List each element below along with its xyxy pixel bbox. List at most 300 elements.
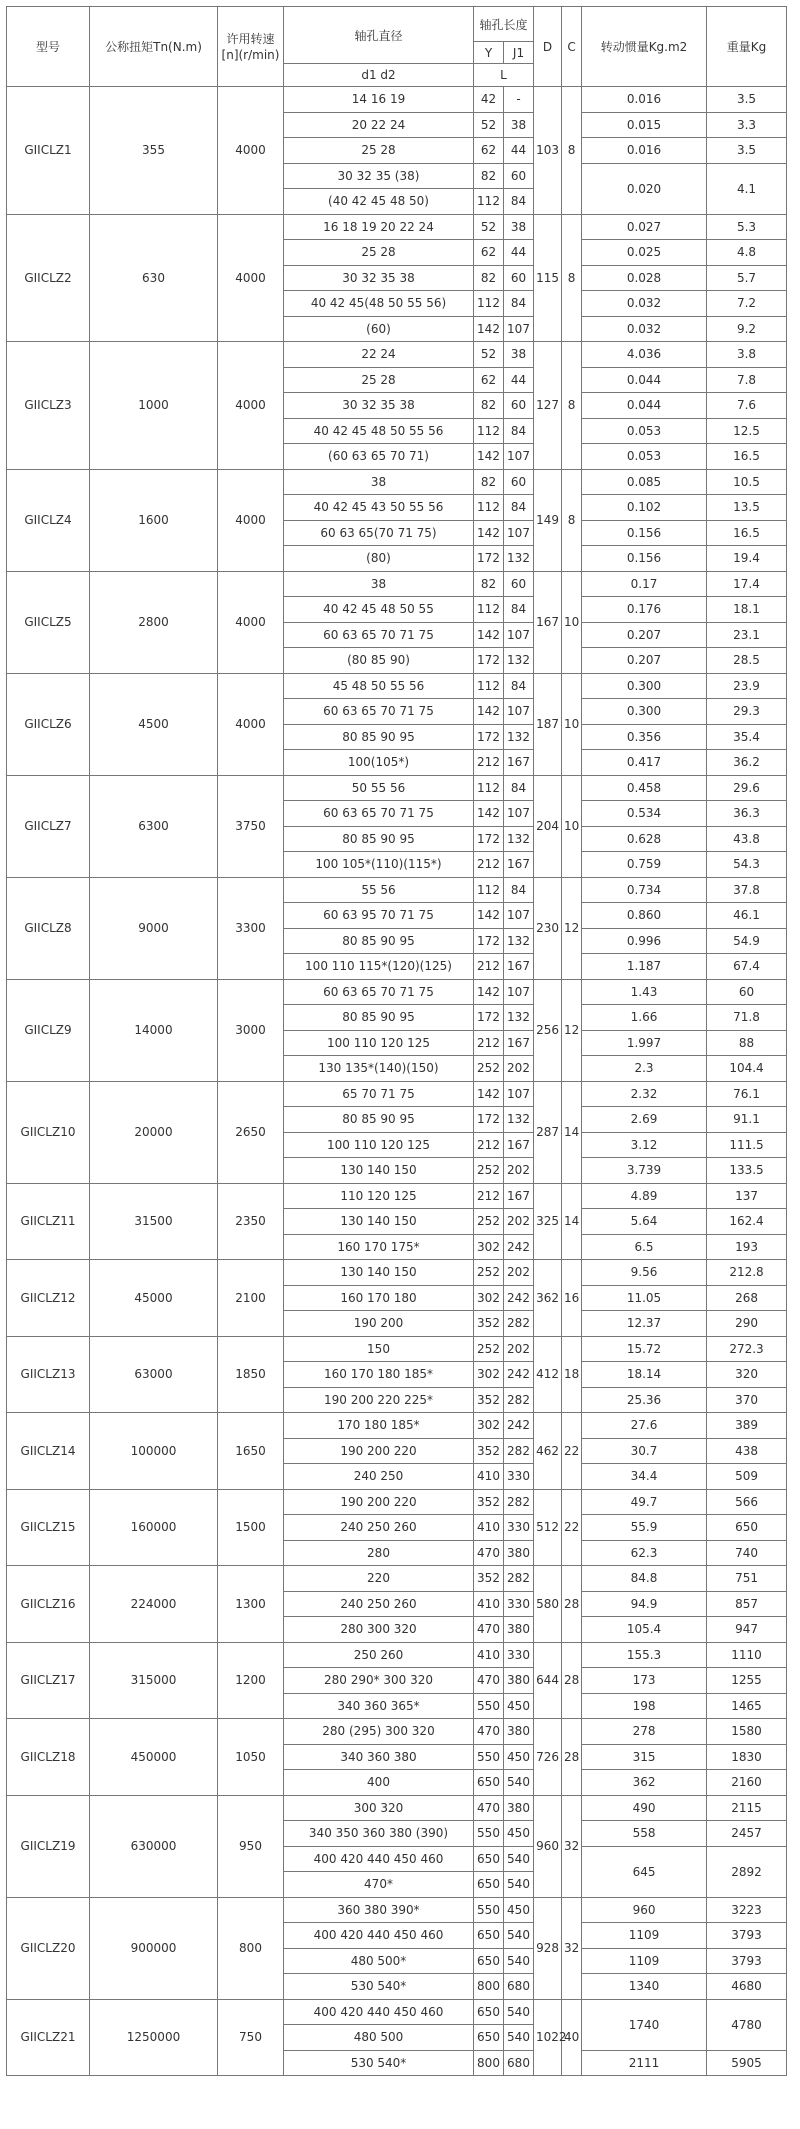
- weight-cell: 3.5: [707, 138, 787, 164]
- length-j1-cell: 202: [504, 1209, 534, 1235]
- inertia-cell: 5.64: [582, 1209, 707, 1235]
- length-j1-cell: 84: [504, 673, 534, 699]
- inertia-cell: 27.6: [582, 1413, 707, 1439]
- model-cell: GIICLZ13: [7, 1336, 90, 1413]
- weight-cell: 162.4: [707, 1209, 787, 1235]
- weight-cell: 35.4: [707, 724, 787, 750]
- length-j1-cell: 60: [504, 571, 534, 597]
- inertia-cell: 155.3: [582, 1642, 707, 1668]
- length-j1-cell: 330: [504, 1515, 534, 1541]
- torque-cell: 63000: [90, 1336, 218, 1413]
- length-j1-cell: 202: [504, 1158, 534, 1184]
- bore-cell: 80 85 90 95: [284, 826, 474, 852]
- length-y-cell: 470: [474, 1540, 504, 1566]
- length-j1-cell: 202: [504, 1056, 534, 1082]
- d-cell: 287: [534, 1081, 562, 1183]
- torque-cell: 1000: [90, 342, 218, 470]
- model-cell: GIICLZ12: [7, 1260, 90, 1337]
- length-j1-cell: 242: [504, 1234, 534, 1260]
- weight-cell: 88: [707, 1030, 787, 1056]
- speed-cell: 1200: [218, 1642, 284, 1719]
- inertia-cell: 0.207: [582, 622, 707, 648]
- bore-cell: 30 32 35 38: [284, 393, 474, 419]
- model-cell: GIICLZ15: [7, 1489, 90, 1566]
- length-j1-cell: 132: [504, 648, 534, 674]
- bore-cell: 280 (295) 300 320: [284, 1719, 474, 1745]
- weight-cell: 16.5: [707, 444, 787, 470]
- d-cell: 1022: [534, 1999, 562, 2076]
- table-row: [7, 1566, 787, 1592]
- torque-cell: 31500: [90, 1183, 218, 1260]
- bore-cell: 240 250 260: [284, 1591, 474, 1617]
- weight-cell: 54.9: [707, 928, 787, 954]
- header-model: 型号: [7, 7, 90, 87]
- weight-cell: 3793: [707, 1923, 787, 1949]
- weight-cell: 46.1: [707, 903, 787, 929]
- bore-cell: 400: [284, 1770, 474, 1796]
- c-cell: 22: [562, 1489, 582, 1566]
- bore-cell: 240 250: [284, 1464, 474, 1490]
- speed-cell: 3750: [218, 775, 284, 877]
- table-row: [7, 1336, 787, 1362]
- c-cell: 8: [562, 214, 582, 342]
- c-cell: 8: [562, 87, 582, 215]
- torque-cell: 100000: [90, 1413, 218, 1490]
- weight-cell: 29.6: [707, 775, 787, 801]
- weight-cell: 5905: [707, 2050, 787, 2076]
- inertia-cell: 4.89: [582, 1183, 707, 1209]
- weight-cell: 751: [707, 1566, 787, 1592]
- weight-cell: 320: [707, 1362, 787, 1388]
- length-y-cell: 302: [474, 1413, 504, 1439]
- length-y-cell: 650: [474, 1948, 504, 1974]
- weight-cell: 1580: [707, 1719, 787, 1745]
- length-y-cell: 112: [474, 189, 504, 215]
- length-j1-cell: 84: [504, 418, 534, 444]
- length-j1-cell: 540: [504, 1948, 534, 1974]
- header-speed: 许用转速 [n](r/min): [218, 7, 284, 87]
- c-cell: 32: [562, 1795, 582, 1897]
- bore-cell: 100 110 115*(120)(125): [284, 954, 474, 980]
- weight-cell: 389: [707, 1413, 787, 1439]
- length-y-cell: 172: [474, 648, 504, 674]
- weight-cell: 370: [707, 1387, 787, 1413]
- bore-cell: 100 110 120 125: [284, 1132, 474, 1158]
- table-row: [7, 1489, 787, 1515]
- weight-cell: 566: [707, 1489, 787, 1515]
- weight-cell: 5.7: [707, 265, 787, 291]
- length-y-cell: 410: [474, 1642, 504, 1668]
- table-row: [7, 1719, 787, 1745]
- d-cell: 167: [534, 571, 562, 673]
- d-cell: 187: [534, 673, 562, 775]
- length-j1-cell: 540: [504, 1923, 534, 1949]
- c-cell: 12: [562, 877, 582, 979]
- length-y-cell: 212: [474, 750, 504, 776]
- length-y-cell: 82: [474, 393, 504, 419]
- bore-cell: 340 360 380: [284, 1744, 474, 1770]
- torque-cell: 1600: [90, 469, 218, 571]
- length-j1-cell: 107: [504, 903, 534, 929]
- weight-cell: 5.3: [707, 214, 787, 240]
- length-j1-cell: 132: [504, 928, 534, 954]
- length-j1-cell: 380: [504, 1795, 534, 1821]
- speed-cell: 3300: [218, 877, 284, 979]
- d-cell: 204: [534, 775, 562, 877]
- length-y-cell: 352: [474, 1566, 504, 1592]
- weight-cell: 76.1: [707, 1081, 787, 1107]
- length-y-cell: 352: [474, 1311, 504, 1337]
- bore-cell: 60 63 65 70 71 75: [284, 801, 474, 827]
- length-j1-cell: 167: [504, 1030, 534, 1056]
- weight-cell: 3.3: [707, 112, 787, 138]
- torque-cell: 315000: [90, 1642, 218, 1719]
- speed-cell: 1300: [218, 1566, 284, 1643]
- length-y-cell: 142: [474, 979, 504, 1005]
- inertia-cell: 0.102: [582, 495, 707, 521]
- length-j1-cell: 132: [504, 1107, 534, 1133]
- bore-cell: 280 300 320: [284, 1617, 474, 1643]
- length-y-cell: 82: [474, 265, 504, 291]
- length-y-cell: 352: [474, 1489, 504, 1515]
- length-y-cell: 470: [474, 1719, 504, 1745]
- inertia-cell: 558: [582, 1821, 707, 1847]
- inertia-cell: 0.044: [582, 367, 707, 393]
- weight-cell: 7.2: [707, 291, 787, 317]
- d-cell: 726: [534, 1719, 562, 1796]
- header-d: D: [534, 7, 562, 87]
- inertia-cell: 1109: [582, 1948, 707, 1974]
- header-torque: 公称扭矩Tn(N.m): [90, 7, 218, 87]
- bore-cell: 100(105*): [284, 750, 474, 776]
- inertia-cell: 4.036: [582, 342, 707, 368]
- header-length-l: L: [474, 64, 534, 87]
- c-cell: 10: [562, 775, 582, 877]
- weight-cell: 2892: [707, 1846, 787, 1897]
- weight-cell: 91.1: [707, 1107, 787, 1133]
- header-bore-diameter: 轴孔直径: [284, 7, 474, 64]
- length-j1-cell: 84: [504, 291, 534, 317]
- length-j1-cell: 540: [504, 1770, 534, 1796]
- weight-cell: 4.1: [707, 163, 787, 214]
- length-j1-cell: 282: [504, 1311, 534, 1337]
- table-row: [7, 87, 787, 113]
- length-y-cell: 550: [474, 1821, 504, 1847]
- length-j1-cell: 167: [504, 1132, 534, 1158]
- bore-cell: 40 42 45 43 50 55 56: [284, 495, 474, 521]
- bore-cell: 80 85 90 95: [284, 1107, 474, 1133]
- inertia-cell: 3.12: [582, 1132, 707, 1158]
- bore-cell: 80 85 90 95: [284, 1005, 474, 1031]
- c-cell: 40: [562, 1999, 582, 2076]
- length-j1-cell: 380: [504, 1668, 534, 1694]
- inertia-cell: 1109: [582, 1923, 707, 1949]
- length-y-cell: 800: [474, 2050, 504, 2076]
- inertia-cell: 84.8: [582, 1566, 707, 1592]
- length-y-cell: 142: [474, 801, 504, 827]
- length-j1-cell: 44: [504, 138, 534, 164]
- inertia-cell: 0.085: [582, 469, 707, 495]
- c-cell: 8: [562, 342, 582, 470]
- bore-cell: 220: [284, 1566, 474, 1592]
- length-j1-cell: 132: [504, 546, 534, 572]
- c-cell: 28: [562, 1642, 582, 1719]
- table-row: [7, 1081, 787, 1107]
- weight-cell: 1255: [707, 1668, 787, 1694]
- weight-cell: 104.4: [707, 1056, 787, 1082]
- speed-cell: 4000: [218, 571, 284, 673]
- bore-cell: 60 63 65 70 71 75: [284, 622, 474, 648]
- length-y-cell: 650: [474, 1770, 504, 1796]
- inertia-cell: 30.7: [582, 1438, 707, 1464]
- length-y-cell: 470: [474, 1668, 504, 1694]
- model-cell: GIICLZ7: [7, 775, 90, 877]
- length-j1-cell: 84: [504, 495, 534, 521]
- torque-cell: 14000: [90, 979, 218, 1081]
- length-y-cell: 112: [474, 291, 504, 317]
- inertia-cell: 0.028: [582, 265, 707, 291]
- length-j1-cell: 282: [504, 1566, 534, 1592]
- length-j1-cell: 380: [504, 1719, 534, 1745]
- bore-cell: 190 200 220: [284, 1438, 474, 1464]
- length-y-cell: 112: [474, 877, 504, 903]
- weight-cell: 3.5: [707, 87, 787, 113]
- length-j1-cell: 107: [504, 1081, 534, 1107]
- model-cell: GIICLZ4: [7, 469, 90, 571]
- d-cell: 412: [534, 1336, 562, 1413]
- length-j1-cell: 540: [504, 1846, 534, 1872]
- inertia-cell: 0.016: [582, 138, 707, 164]
- length-y-cell: 212: [474, 1183, 504, 1209]
- bore-cell: 280: [284, 1540, 474, 1566]
- torque-cell: 2800: [90, 571, 218, 673]
- weight-cell: 4780: [707, 1999, 787, 2050]
- inertia-cell: 0.156: [582, 546, 707, 572]
- d-cell: 115: [534, 214, 562, 342]
- length-y-cell: 142: [474, 316, 504, 342]
- length-j1-cell: 540: [504, 1872, 534, 1898]
- inertia-cell: 0.300: [582, 699, 707, 725]
- length-y-cell: 650: [474, 2025, 504, 2051]
- bore-cell: 60 63 65 70 71 75: [284, 699, 474, 725]
- torque-cell: 4500: [90, 673, 218, 775]
- inertia-cell: 1.997: [582, 1030, 707, 1056]
- weight-cell: 2457: [707, 1821, 787, 1847]
- bore-cell: 130 140 150: [284, 1158, 474, 1184]
- weight-cell: 36.2: [707, 750, 787, 776]
- inertia-cell: 0.016: [582, 87, 707, 113]
- weight-cell: 212.8: [707, 1260, 787, 1286]
- weight-cell: 18.1: [707, 597, 787, 623]
- speed-cell: 800: [218, 1897, 284, 1999]
- table-row: [7, 979, 787, 1005]
- speed-cell: 4000: [218, 469, 284, 571]
- weight-cell: 60: [707, 979, 787, 1005]
- weight-cell: 1110: [707, 1642, 787, 1668]
- inertia-cell: 0.020: [582, 163, 707, 214]
- d-cell: 325: [534, 1183, 562, 1260]
- c-cell: 28: [562, 1566, 582, 1643]
- length-j1-cell: 107: [504, 316, 534, 342]
- header-bore-sub: d1 d2: [284, 64, 474, 87]
- length-j1-cell: 132: [504, 724, 534, 750]
- length-j1-cell: 242: [504, 1362, 534, 1388]
- header-inertia: 转动惯量Kg.m2: [582, 7, 707, 87]
- inertia-cell: 0.860: [582, 903, 707, 929]
- model-cell: GIICLZ10: [7, 1081, 90, 1183]
- header-bore-length: 轴孔长度: [474, 7, 534, 42]
- length-y-cell: 42: [474, 87, 504, 113]
- model-cell: GIICLZ5: [7, 571, 90, 673]
- inertia-cell: 18.14: [582, 1362, 707, 1388]
- weight-cell: 268: [707, 1285, 787, 1311]
- weight-cell: 19.4: [707, 546, 787, 572]
- bore-cell: 190 200: [284, 1311, 474, 1337]
- length-y-cell: 172: [474, 928, 504, 954]
- inertia-cell: 1.43: [582, 979, 707, 1005]
- length-j1-cell: 38: [504, 342, 534, 368]
- inertia-cell: 62.3: [582, 1540, 707, 1566]
- bore-cell: 240 250 260: [284, 1515, 474, 1541]
- length-y-cell: 172: [474, 1107, 504, 1133]
- length-j1-cell: -: [504, 87, 534, 113]
- length-j1-cell: 167: [504, 750, 534, 776]
- length-j1-cell: 60: [504, 265, 534, 291]
- length-y-cell: 650: [474, 1999, 504, 2025]
- length-j1-cell: 282: [504, 1489, 534, 1515]
- weight-cell: 7.8: [707, 367, 787, 393]
- length-y-cell: 352: [474, 1438, 504, 1464]
- length-j1-cell: 84: [504, 597, 534, 623]
- weight-cell: 12.5: [707, 418, 787, 444]
- inertia-cell: 362: [582, 1770, 707, 1796]
- speed-cell: 3000: [218, 979, 284, 1081]
- bore-cell: 50 55 56: [284, 775, 474, 801]
- bore-cell: 480 500: [284, 2025, 474, 2051]
- bore-cell: 160 170 180: [284, 1285, 474, 1311]
- length-y-cell: 82: [474, 469, 504, 495]
- length-y-cell: 112: [474, 418, 504, 444]
- model-cell: GIICLZ16: [7, 1566, 90, 1643]
- bore-cell: 400 420 440 450 460: [284, 1999, 474, 2025]
- weight-cell: 54.3: [707, 852, 787, 878]
- speed-cell: 1850: [218, 1336, 284, 1413]
- speed-cell: 2100: [218, 1260, 284, 1337]
- bore-cell: 40 42 45 48 50 55 56: [284, 418, 474, 444]
- length-j1-cell: 450: [504, 1693, 534, 1719]
- c-cell: 14: [562, 1183, 582, 1260]
- bore-cell: 45 48 50 55 56: [284, 673, 474, 699]
- weight-cell: 36.3: [707, 801, 787, 827]
- bore-cell: 25 28: [284, 367, 474, 393]
- length-y-cell: 112: [474, 597, 504, 623]
- model-cell: GIICLZ3: [7, 342, 90, 470]
- weight-cell: 23.1: [707, 622, 787, 648]
- inertia-cell: 2111: [582, 2050, 707, 2076]
- bore-cell: 60 63 95 70 71 75: [284, 903, 474, 929]
- length-j1-cell: 107: [504, 622, 534, 648]
- length-j1-cell: 450: [504, 1821, 534, 1847]
- weight-cell: 28.5: [707, 648, 787, 674]
- length-j1-cell: 44: [504, 367, 534, 393]
- d-cell: 928: [534, 1897, 562, 1999]
- length-j1-cell: 380: [504, 1540, 534, 1566]
- model-cell: GIICLZ20: [7, 1897, 90, 1999]
- d-cell: 580: [534, 1566, 562, 1643]
- inertia-cell: 0.027: [582, 214, 707, 240]
- torque-cell: 224000: [90, 1566, 218, 1643]
- inertia-cell: 0.053: [582, 444, 707, 470]
- table-row: [7, 673, 787, 699]
- length-j1-cell: 132: [504, 1005, 534, 1031]
- bore-cell: (60): [284, 316, 474, 342]
- length-y-cell: 142: [474, 1081, 504, 1107]
- d-cell: 960: [534, 1795, 562, 1897]
- table-row: [7, 1795, 787, 1821]
- length-j1-cell: 38: [504, 214, 534, 240]
- bore-cell: 40 42 45(48 50 55 56): [284, 291, 474, 317]
- table-row: [7, 469, 787, 495]
- length-j1-cell: 242: [504, 1285, 534, 1311]
- weight-cell: 193: [707, 1234, 787, 1260]
- length-y-cell: 142: [474, 903, 504, 929]
- length-y-cell: 252: [474, 1056, 504, 1082]
- length-j1-cell: 167: [504, 1183, 534, 1209]
- inertia-cell: 198: [582, 1693, 707, 1719]
- inertia-cell: 0.156: [582, 520, 707, 546]
- inertia-cell: 0.015: [582, 112, 707, 138]
- d-cell: 644: [534, 1642, 562, 1719]
- bore-cell: 30 32 35 (38): [284, 163, 474, 189]
- length-y-cell: 470: [474, 1617, 504, 1643]
- header-weight: 重量Kg: [707, 7, 787, 87]
- torque-cell: 1250000: [90, 1999, 218, 2076]
- length-j1-cell: 282: [504, 1387, 534, 1413]
- length-y-cell: 142: [474, 444, 504, 470]
- d-cell: 127: [534, 342, 562, 470]
- length-y-cell: 82: [474, 571, 504, 597]
- bore-cell: 130 140 150: [284, 1209, 474, 1235]
- bore-cell: (40 42 45 48 50): [284, 189, 474, 215]
- model-cell: GIICLZ21: [7, 1999, 90, 2076]
- bore-cell: 340 360 365*: [284, 1693, 474, 1719]
- length-y-cell: 142: [474, 699, 504, 725]
- inertia-cell: 960: [582, 1897, 707, 1923]
- weight-cell: 290: [707, 1311, 787, 1337]
- length-j1-cell: 107: [504, 801, 534, 827]
- bore-cell: 100 110 120 125: [284, 1030, 474, 1056]
- inertia-cell: 0.996: [582, 928, 707, 954]
- coupling-spec-table: [6, 6, 787, 2076]
- c-cell: 10: [562, 673, 582, 775]
- length-j1-cell: 132: [504, 826, 534, 852]
- inertia-cell: 12.37: [582, 1311, 707, 1337]
- inertia-cell: 6.5: [582, 1234, 707, 1260]
- bore-cell: 300 320: [284, 1795, 474, 1821]
- weight-cell: 23.9: [707, 673, 787, 699]
- table-row: [7, 1413, 787, 1439]
- c-cell: 22: [562, 1413, 582, 1490]
- weight-cell: 740: [707, 1540, 787, 1566]
- bore-cell: 150: [284, 1336, 474, 1362]
- length-j1-cell: 330: [504, 1464, 534, 1490]
- speed-cell: 4000: [218, 342, 284, 470]
- weight-cell: 509: [707, 1464, 787, 1490]
- length-j1-cell: 60: [504, 163, 534, 189]
- inertia-cell: 34.4: [582, 1464, 707, 1490]
- length-y-cell: 650: [474, 1872, 504, 1898]
- inertia-cell: 0.17: [582, 571, 707, 597]
